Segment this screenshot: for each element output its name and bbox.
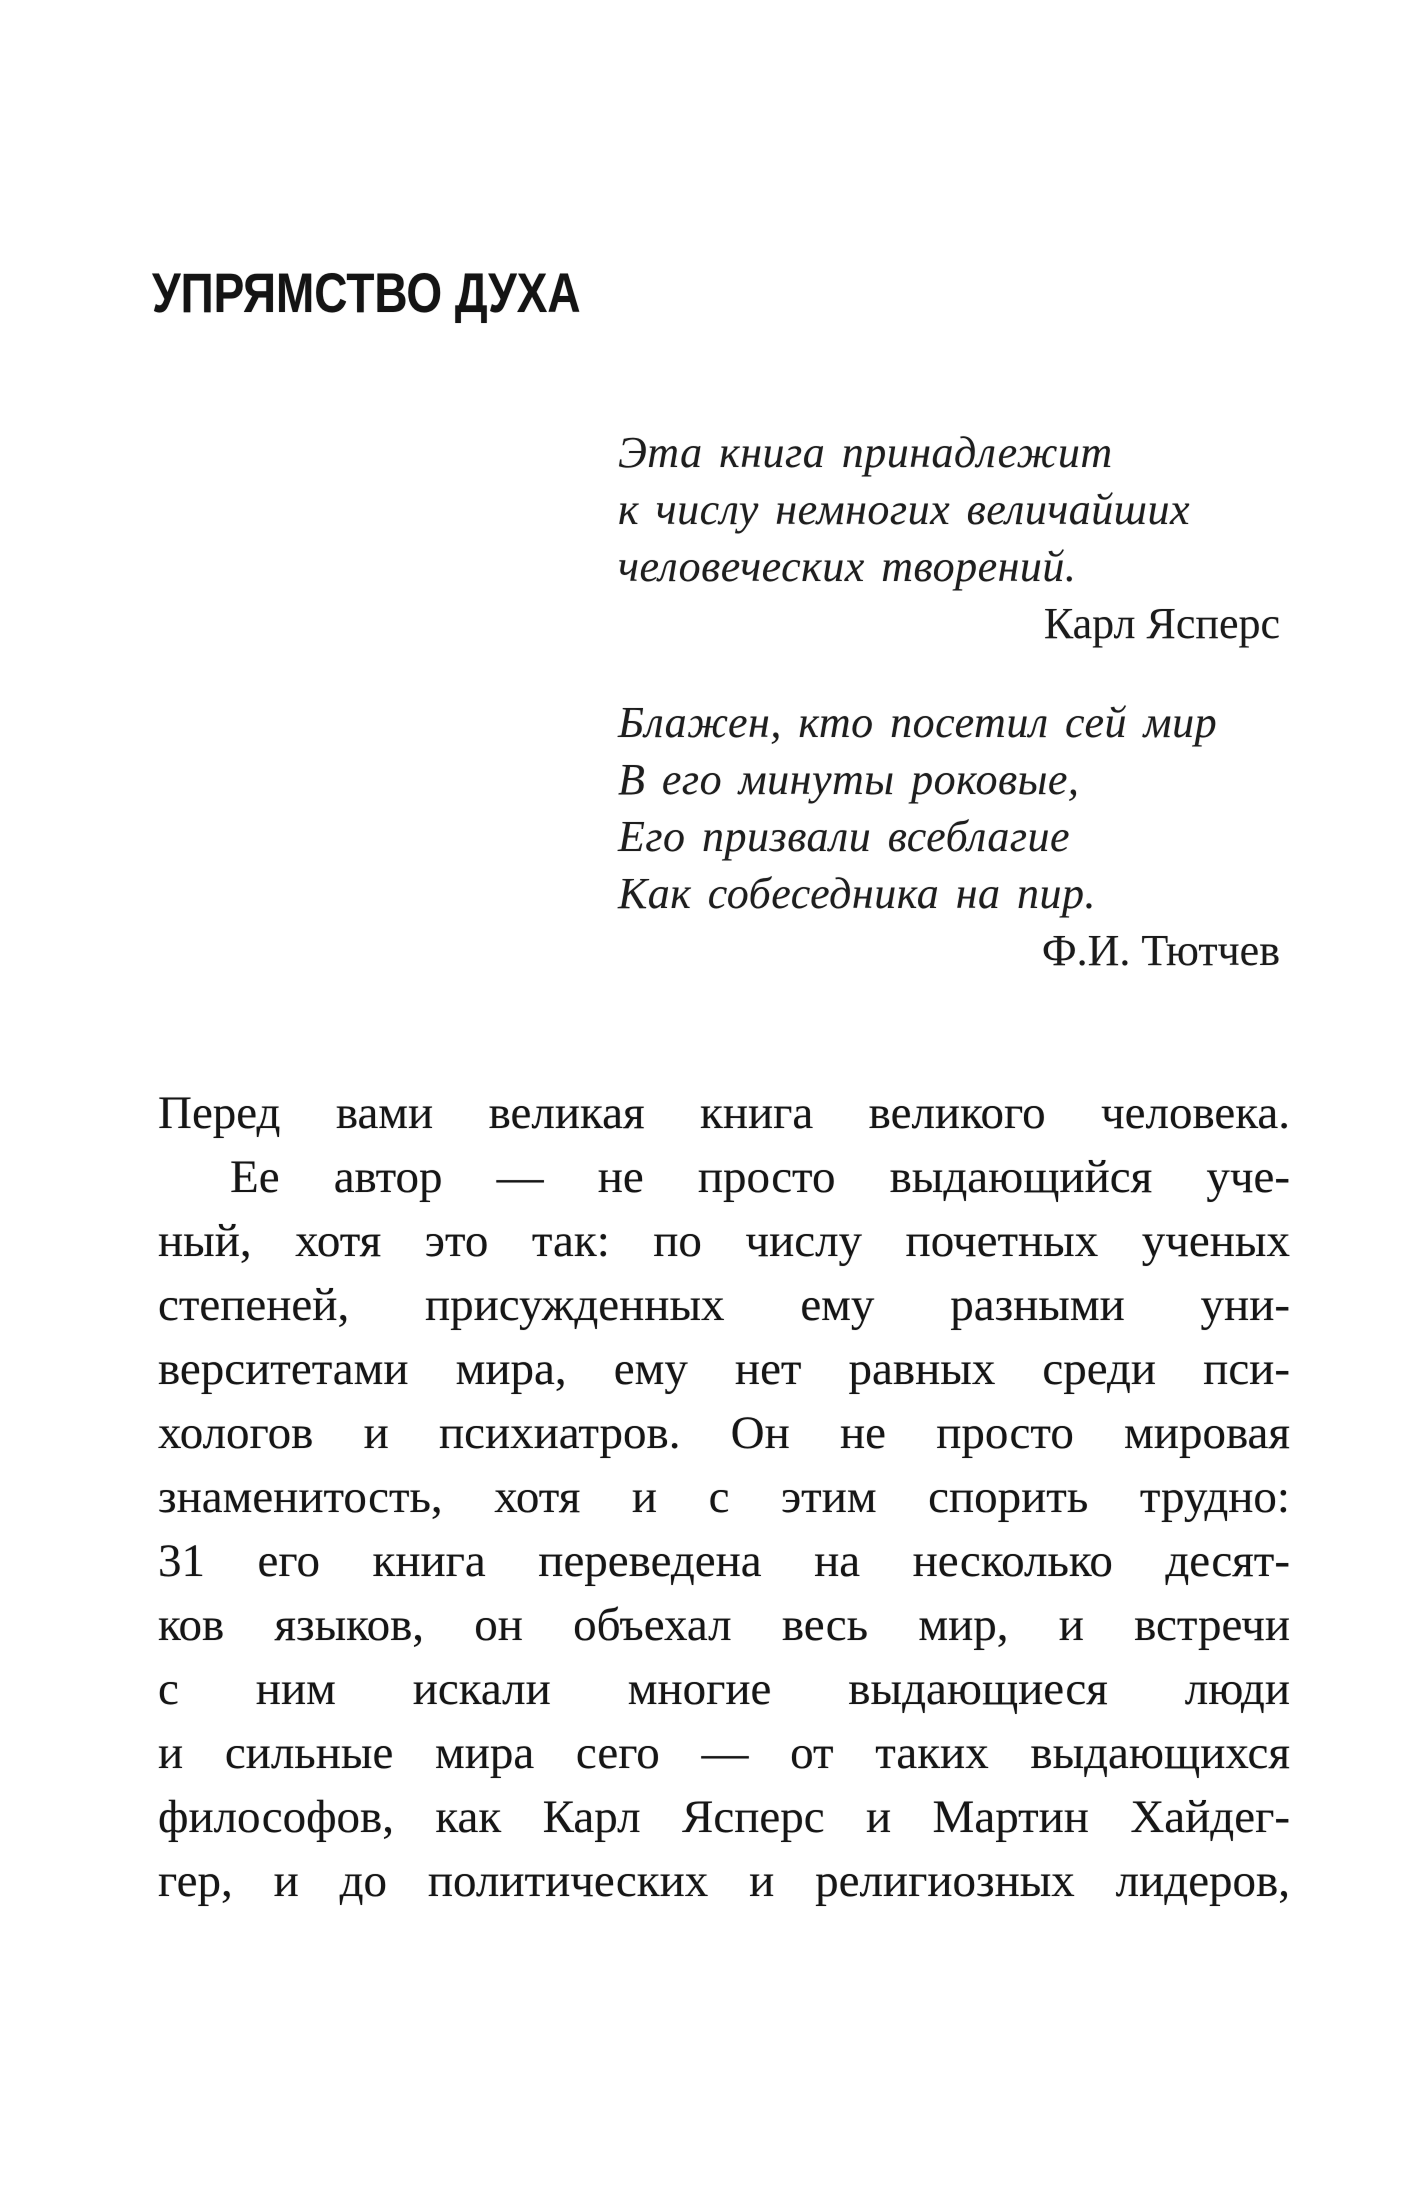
epigraph-attribution: Карл Ясперс	[1043, 599, 1280, 648]
body-text-line: Перед вами великая книга великого человека.	[158, 1087, 1290, 1139]
body-text-line: гер, и до политических и религиозных лидеров,	[158, 1855, 1290, 1907]
epigraph-line: Как собеседника на пир.	[618, 869, 1097, 918]
epigraph-tyutchev	[618, 694, 1280, 979]
epigraph-attribution: Ф.И. Тютчев	[1041, 926, 1280, 975]
body-text-line: хологов и психиатров. Он не просто мировая	[158, 1407, 1290, 1459]
body-text-line: степеней, присужденных ему разными уни-	[158, 1279, 1290, 1331]
body-text-line: философов, как Карл Ясперс и Мартин Хайдег-	[158, 1791, 1290, 1843]
body-text-line: знаменитость, хотя и с этим спорить трудно:	[158, 1471, 1290, 1523]
epigraph-line: В его минуты роковые,	[618, 755, 1080, 804]
body-text-line: ков языков, он объехал весь мир, и встречи	[158, 1599, 1290, 1651]
epigraph-line: человеческих творений.	[618, 542, 1077, 591]
body-text-line: Ее автор — не просто выдающийся уче-	[230, 1151, 1290, 1203]
body-text	[158, 1081, 1290, 1913]
body-text-line: ный, хотя это так: по числу почетных ученых	[158, 1215, 1290, 1267]
chapter-title: УПРЯМСТВО ДУХА	[152, 261, 581, 324]
epigraph-jaspers	[618, 424, 1280, 652]
epigraph-line: Его призвали всеблагие	[618, 812, 1071, 861]
epigraph-line: Блажен, кто посетил сей мир	[618, 698, 1218, 747]
body-text-line: с ним искали многие выдающиеся люди	[158, 1663, 1290, 1715]
body-text-line: верситетами мира, ему нет равных среди пси-	[158, 1343, 1290, 1395]
epigraph-line: к числу немногих величайших	[618, 485, 1191, 534]
body-text-line: и сильные мира сего — от таких выдающихся	[158, 1727, 1290, 1779]
body-text-line: 31 его книга переведена на несколько десят-	[158, 1535, 1290, 1587]
epigraph-line: Эта книга принадлежит	[618, 428, 1113, 477]
